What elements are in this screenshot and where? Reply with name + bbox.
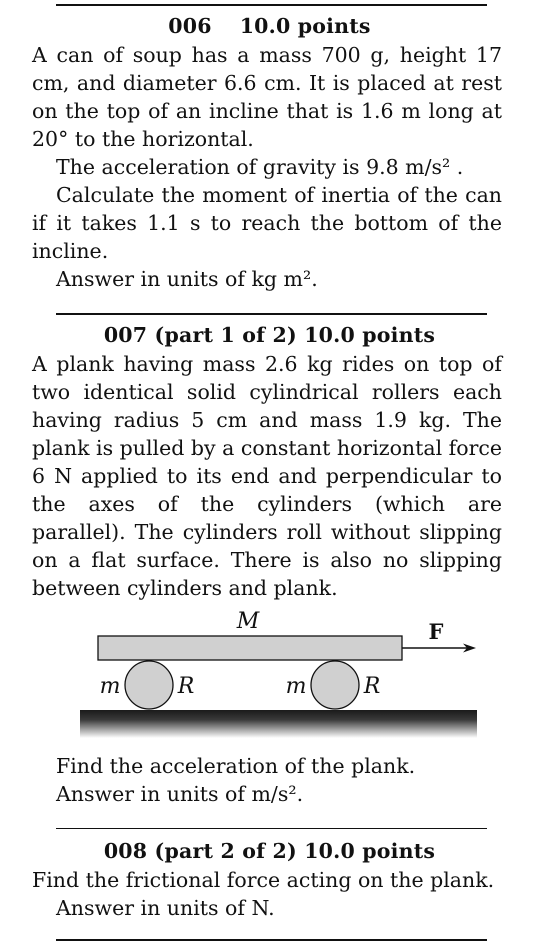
q006-points: 10.0 points bbox=[239, 14, 371, 38]
roller-right bbox=[311, 661, 359, 709]
roller-right-mass-label: m bbox=[285, 674, 307, 699]
plank-roller-diagram bbox=[76, 604, 486, 744]
bottom-rule bbox=[56, 939, 487, 941]
plank-mass-label: M bbox=[236, 609, 260, 634]
force-label: F bbox=[428, 619, 444, 644]
top-rule bbox=[56, 4, 487, 6]
q006-paragraph-1: A can of soup has a mass 700 g, height 17 cm, and diameter 6.6 cm. It is placed at rest on the top of an incline that is 1.6 m long at 20° to the horizontal. bbox=[32, 43, 502, 151]
q008-answer-units: Answer in units of N. bbox=[56, 896, 275, 920]
q007-paragraph: A plank having mass 2.6 kg rides on top of two identical solid cylindrical rollers each having radius 5 cm and mass 1.9 kg. The plank is pulled by a constant horizontal force 6 N applied to its end and perpendicular to the axes of the cylinders (which are parallel). The cylinders roll without slipping on a flat surface. There is also no slipping between cylinders and plank. bbox=[32, 352, 502, 600]
roller-left-mass-label: m bbox=[99, 674, 121, 699]
q006-paragraph-2: The acceleration of gravity is 9.8 m/s² . bbox=[56, 155, 464, 179]
q007-question: Find the acceleration of the plank. bbox=[56, 754, 416, 778]
ground-surface bbox=[80, 710, 477, 738]
diagram-svg bbox=[76, 604, 486, 744]
q007-heading: 007 (part 1 of 2) 10.0 points bbox=[103, 323, 436, 347]
q006-answer-units: Answer in units of kg m². bbox=[56, 267, 318, 291]
q008-question: Find the frictional force acting on the plank. bbox=[32, 868, 495, 892]
q007-rule bbox=[56, 313, 487, 315]
roller-left bbox=[125, 661, 173, 709]
q007-answer-units: Answer in units of m/s². bbox=[56, 782, 304, 806]
q008-heading: 008 (part 2 of 2) 10.0 points bbox=[103, 839, 436, 863]
roller-left-radius-label: R bbox=[177, 674, 195, 699]
plank bbox=[98, 636, 402, 660]
q006-paragraph-3: Calculate the moment of inertia of the can if it takes 1.1 s to reach the bottom of the incline. bbox=[32, 183, 502, 263]
q006-number: 006 bbox=[168, 14, 212, 38]
q006-heading bbox=[0, 12, 539, 40]
q008-rule bbox=[56, 828, 487, 829]
roller-right-radius-label: R bbox=[363, 674, 381, 699]
